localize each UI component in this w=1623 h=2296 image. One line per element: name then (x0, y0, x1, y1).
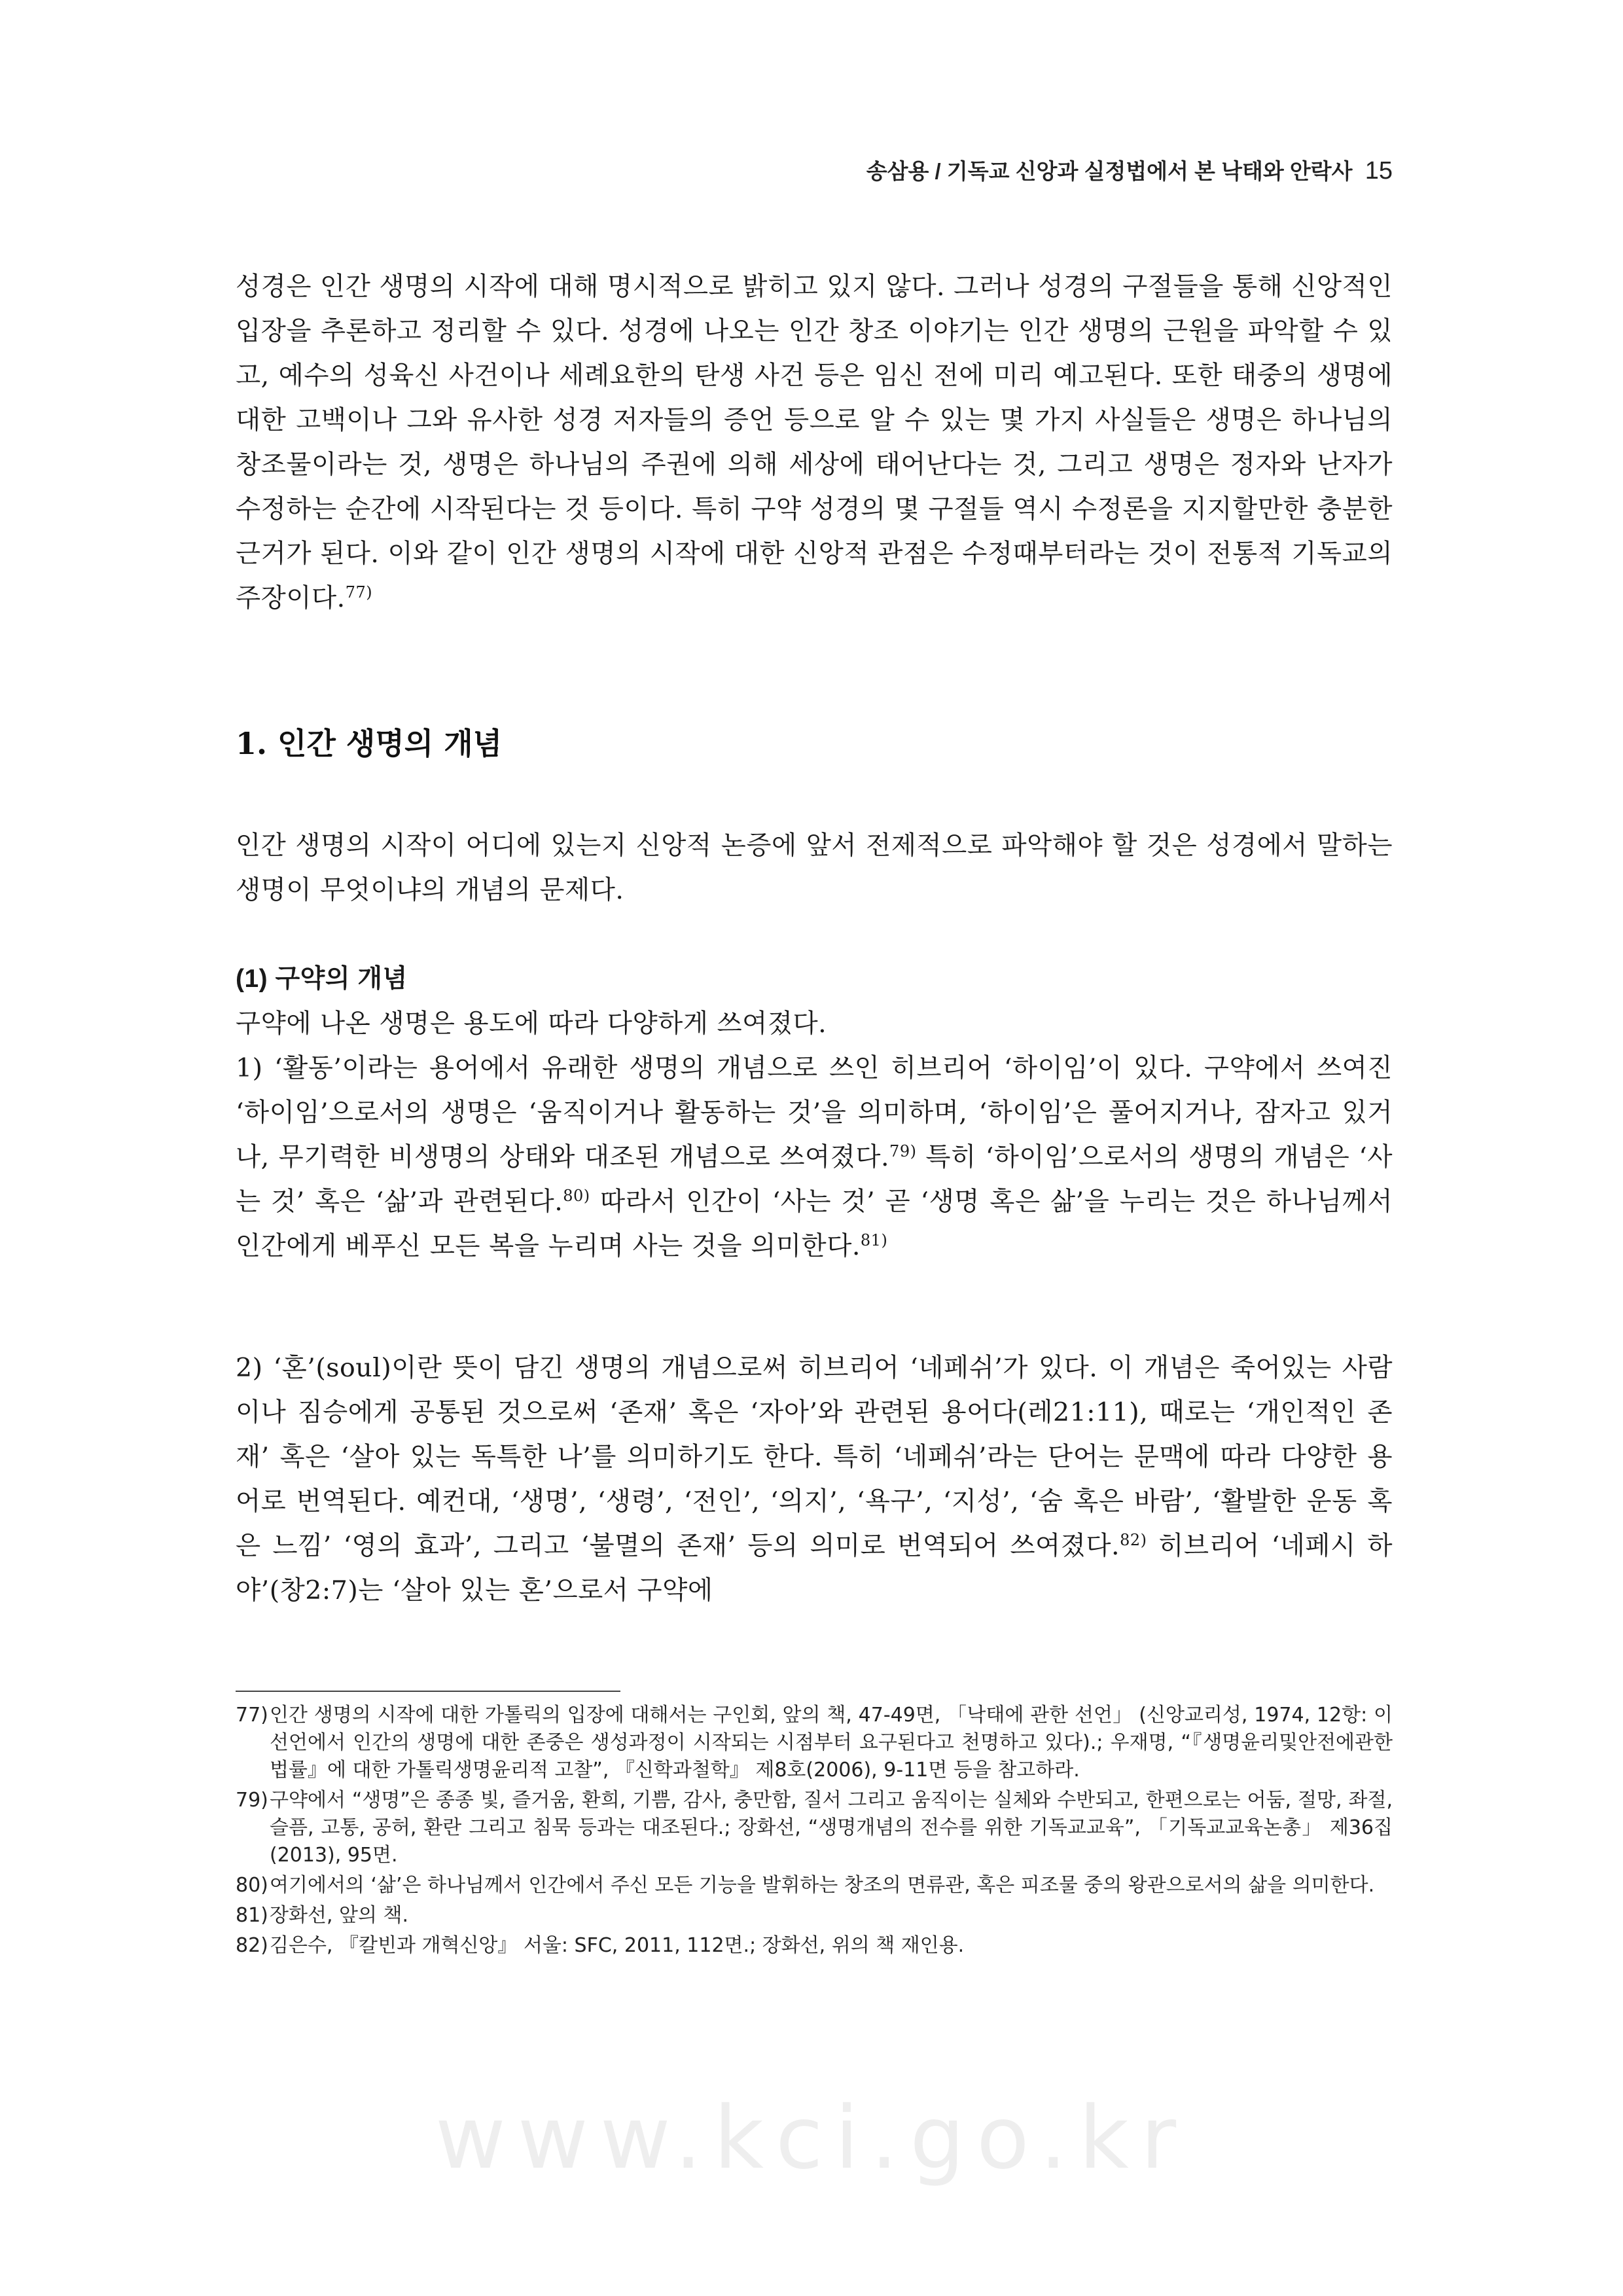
section-heading: 1. 인간 생명의 개념 (236, 726, 503, 761)
subsection-heading: (1) 구약의 개념 (236, 965, 408, 993)
footnote-ref-80[interactable]: 80) (563, 1186, 590, 1205)
paragraph-hayim-part-b: 특히 ‘하이임’으로서의 생명의 개념은 ‘사는 것’ 혹은 ‘삶’과 관련된다. (236, 1142, 1393, 1217)
subsection-block (236, 957, 1393, 1268)
footnote-number: 82) (236, 1934, 268, 1957)
paragraph-nephesh-part-a: 2) ‘혼’(soul)이란 뜻이 담긴 생명의 개념으로써 히브리어 ‘네페쉬’가 있다. 이 개념은 죽어있는 사람이나 짐승에게 공통된 것으로써 ‘존재’ 혹은 ‘자아’와 관련된 용어다(레21:11), 때로는 ‘개인적인 존재’ 혹은 ‘살아 있는 독특한 나’를 의미하기도 한다. 특히 ‘네페쉬’라는 단어는 문맥에 따라 다양한 용어로 번역된다. 예컨대, ‘생명’, ‘생령’, ‘전인’, ‘의지’, ‘욕구’, ‘지성’, ‘숨 혹은 바람’, ‘활발한 운동 혹은 느낌’ ‘영의 효과’, 그리고 ‘불멸의 존재’ 등의 의미로 번역되어 쓰여졌다. (236, 1353, 1393, 1561)
footnote-ref-79[interactable]: 79) (889, 1141, 917, 1160)
footnote-item (236, 1787, 1393, 1869)
intro-paragraph (236, 264, 1393, 620)
paragraph-hayim (236, 1046, 1393, 1268)
footnote-number: 77) (236, 1704, 268, 1727)
running-title: 송삼용 / 기독교 신앙과 실정법에서 본 낙태와 안락사 (866, 159, 1353, 183)
footnotes (236, 1702, 1393, 1962)
kci-watermark: www.kci.go.kr (435, 2088, 1188, 2189)
footnote-number: 80) (236, 1874, 268, 1897)
footnote-text: 구약에서 “생명”은 종종 빛, 즐거움, 환희, 기쁨, 감사, 충만함, 질서 그리고 움직이는 실체와 수반되고, 한편으로는 어둠, 절망, 좌절, 슬픔, 고통, 공허, 환란 그리고 침묵 등과는 대조된다.; 장화선, “생명개념의 전수를 위한 기독교교육”, 「기독교교육논총」 제36집(2013), 95면. (270, 1789, 1393, 1867)
footnote-item (236, 1902, 1393, 1929)
section-intro-text: 인간 생명의 시작이 어디에 있는지 신앙적 논증에 앞서 전제적으로 파악해야 할 것은 성경에서 말하는 생명이 무엇이냐의 개념의 문제다. (236, 831, 1393, 905)
footnote-ref-81[interactable]: 81) (860, 1230, 888, 1249)
footnote-text: 인간 생명의 시작에 대한 가톨릭의 입장에 대해서는 구인회, 앞의 책, 47-49면, 「낙태에 관한 선언」 (신앙교리성, 1974, 12항: 이 선언에서 인간의 생명에 대한 존중은 생성과정이 시작되는 시점부터 요구된다고 천명하고 있다).; 우재명, “『생명윤리및안전에관한법률』에 대한 가톨릭생명윤리적 고찰”, 『신학과철학』 제8호(2006), 9-11면 등을 참고하라. (270, 1704, 1393, 1782)
footnote-ref-82[interactable]: 82) (1120, 1530, 1147, 1549)
footnote-item (236, 1702, 1393, 1784)
paragraph-hayim-part-a: 1) ‘활동’이라는 용어에서 유래한 생명의 개념으로 쓰인 히브리어 ‘하이임’이 있다. 구약에서 쓰여진 ‘하이임’으로서의 생명은 ‘움직이거나 활동하는 것’을 의미하며, ‘하이임’은 풀어지거나, 잠자고 있거나, 무기력한 비생명의 상태와 대조된 개념으로 쓰여졌다. (236, 1053, 1393, 1172)
running-header (866, 154, 1393, 185)
page-number: 15 (1364, 157, 1393, 185)
section-intro-paragraph (236, 823, 1393, 912)
footnote-text: 김은수, 『칼빈과 개혁신앙』 서울: SFC, 2011, 112면.; 장화선, 위의 책 재인용. (270, 1934, 965, 1957)
paragraph-nephesh (236, 1346, 1393, 1613)
paragraph-nephesh-part-b: 히브리어 ‘네페시 하야’(창2:7)는 ‘살아 있는 혼’으로서 구약에 (236, 1531, 1393, 1605)
intro-text: 성경은 인간 생명의 시작에 대해 명시적으로 밝히고 있지 않다. 그러나 성경의 구절들을 통해 신앙적인 입장을 추론하고 정리할 수 있다. 성경에 나오는 인간 창조 이야기는 인간 생명의 근원을 파악할 수 있고, 예수의 성육신 사건이나 세례요한의 탄생 사건 등은 임신 전에 미리 예고된다. 또한 태중의 생명에 대한 고백이나 그와 유사한 성경 저자들의 증언 등으로 알 수 있는 몇 가지 사실들은 생명은 하나님의 창조물이라는 것, 생명은 하나님의 주권에 의해 세상에 태어난다는 것, 그리고 생명은 정자와 난자가 수정하는 순간에 시작된다는 것 등이다. 특히 구약 성경의 몇 구절들 역시 수정론을 지지할만한 충분한 근거가 된다. 이와 같이 인간 생명의 시작에 대한 신앙적 관점은 수정때부터라는 것이 전통적 기독교의 주장이다. (236, 272, 1393, 613)
footnote-number: 81) (236, 1904, 268, 1927)
footnote-ref-77[interactable]: 77) (345, 583, 373, 601)
footnote-text: 여기에서의 ‘삶’은 하나님께서 인간에서 주신 모든 기능을 발휘하는 창조의 면류관, 혹은 피조물 중의 왕관으로서의 삶을 의미한다. (270, 1874, 1375, 1897)
footnote-divider (236, 1691, 620, 1692)
subsection-lead: 구약에 나온 생명은 용도에 따라 다양하게 쓰여졌다. (236, 1009, 827, 1039)
paragraph-hayim-part-c: 따라서 인간이 ‘사는 것’ 곧 ‘생명 혹은 삶’을 누리는 것은 하나님께서 인간에게 베푸신 모든 복을 누리며 사는 것을 의미한다. (236, 1187, 1393, 1261)
footnote-number: 79) (236, 1789, 268, 1812)
footnote-item (236, 1872, 1393, 1899)
footnote-text: 장화선, 앞의 책. (270, 1904, 409, 1927)
footnote-item (236, 1932, 1393, 1960)
